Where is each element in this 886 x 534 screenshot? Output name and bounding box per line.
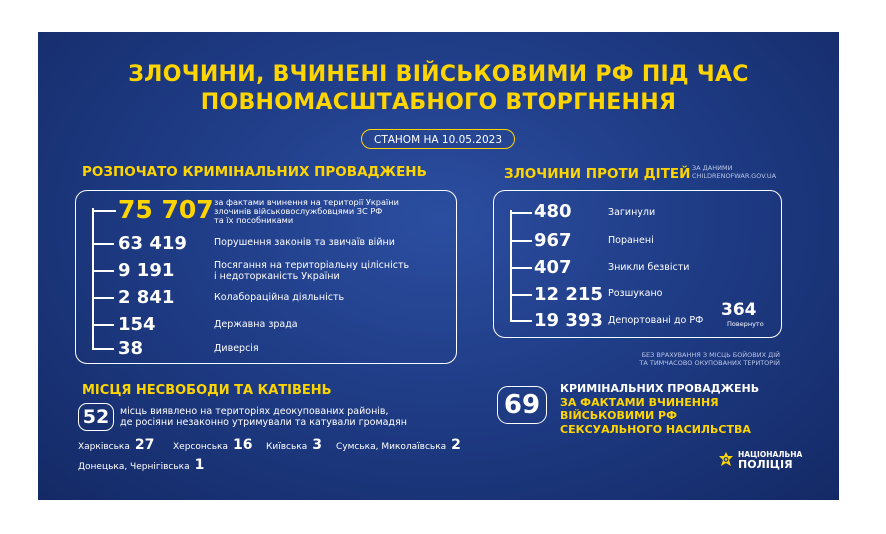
returned-value: 364 — [721, 300, 757, 320]
tree-branch — [92, 243, 114, 245]
proceedings-value: 63 419 — [118, 233, 187, 254]
police-logo-text: НАЦІОНАЛЬНА ПОЛІЦІЯ — [738, 450, 803, 471]
proceedings-total: 75 707 — [118, 195, 214, 224]
children-source: ЗА ДАНИМИ CHILDRENOFWAR.GOV.UA — [692, 164, 777, 180]
region-item: Київська 3 — [266, 437, 322, 453]
proceedings-value: 9 191 — [118, 260, 175, 281]
children-tree-line — [510, 210, 512, 322]
tree-branch — [92, 210, 116, 212]
children-value: 12 215 — [534, 284, 603, 305]
sexual-desc: КРИМІНАЛЬНИХ ПРОВАДЖЕНЬ ЗА ФАКТАМИ ВЧИНЕННЯ ВІЙСЬКОВИМИ РФ СЕКСУАЛЬНОГО НАСИЛЬСТВА — [560, 382, 760, 436]
date-badge: СТАНОМ НА 10.05.2023 — [361, 129, 515, 149]
tree-branch — [510, 267, 532, 269]
children-label: Загинули — [608, 207, 656, 218]
proceedings-label: Державна зрада — [214, 319, 298, 330]
tree-branch — [92, 324, 114, 326]
tree-branch — [92, 348, 114, 350]
children-value: 967 — [534, 230, 572, 251]
tree-branch — [92, 270, 114, 272]
proceedings-label: Диверсія — [214, 343, 259, 354]
sexual-count: 69 — [497, 386, 547, 424]
region-item: Херсонська 16 — [173, 437, 253, 453]
children-value: 407 — [534, 257, 572, 278]
children-value: 480 — [534, 201, 572, 222]
region-item: Харківська 27 — [78, 437, 155, 453]
children-value: 19 393 — [534, 310, 603, 331]
tree-branch — [510, 294, 532, 296]
infographic-card — [38, 32, 839, 500]
title-line-2: ПОВНОМАСШТАБНОГО ВТОРГНЕННЯ — [200, 90, 677, 115]
region-item: Сумська, Миколаївська 2 — [336, 437, 461, 453]
children-label: Розшукано — [608, 288, 663, 299]
children-label: Зникли безвісти — [608, 262, 690, 273]
detention-desc: місць виявлено на територіях деокупованих районів, де росіяни незаконно утримували та катували громадян — [120, 406, 407, 428]
police-badge-icon — [718, 452, 734, 468]
proceedings-value: 38 — [118, 338, 144, 359]
children-label: Поранені — [608, 235, 654, 246]
tree-branch — [92, 297, 114, 299]
proceedings-label: Колабораційна діяльність — [214, 292, 345, 303]
proceedings-tree-line — [92, 208, 94, 348]
proceedings-label: Посягання на територіальну цілісність і недоторканість України — [214, 260, 410, 282]
returned-label: Повернуто — [727, 320, 764, 328]
title-line-1: ЗЛОЧИНИ, ВЧИНЕНІ ВІЙСЬКОВИМИ РФ ПІД ЧАС — [128, 62, 749, 87]
proceedings-heading: РОЗПОЧАТО КРИМІНАЛЬНИХ ПРОВАДЖЕНЬ — [82, 164, 427, 180]
proceedings-total-desc: за фактами вчинення на території України злочинів військовослужбовцями ЗС РФ та їх пособниками — [214, 197, 399, 225]
children-label: Депортовані до РФ — [608, 315, 704, 326]
region-item: Донецька, Чернігівська 1 — [78, 457, 205, 473]
tree-branch — [510, 240, 532, 242]
tree-branch — [510, 212, 532, 214]
detention-count: 52 — [78, 403, 114, 431]
proceedings-label: Порушення законів та звичаїв війни — [214, 237, 395, 248]
children-note: БЕЗ ВРАХУВАННЯ З МІСЦЬ БОЙОВИХ ДІЙ ТА ТИМЧАСОВО ОКУПОВАНИХ ТЕРИТОРІЙ — [639, 351, 780, 367]
detention-heading: МІСЦЯ НЕСВОБОДИ ТА КАТІВЕНЬ — [82, 383, 332, 398]
tree-branch — [510, 320, 532, 322]
proceedings-value: 154 — [118, 314, 156, 335]
children-heading: ЗЛОЧИНИ ПРОТИ ДІТЕЙ — [504, 166, 691, 182]
proceedings-value: 2 841 — [118, 287, 175, 308]
